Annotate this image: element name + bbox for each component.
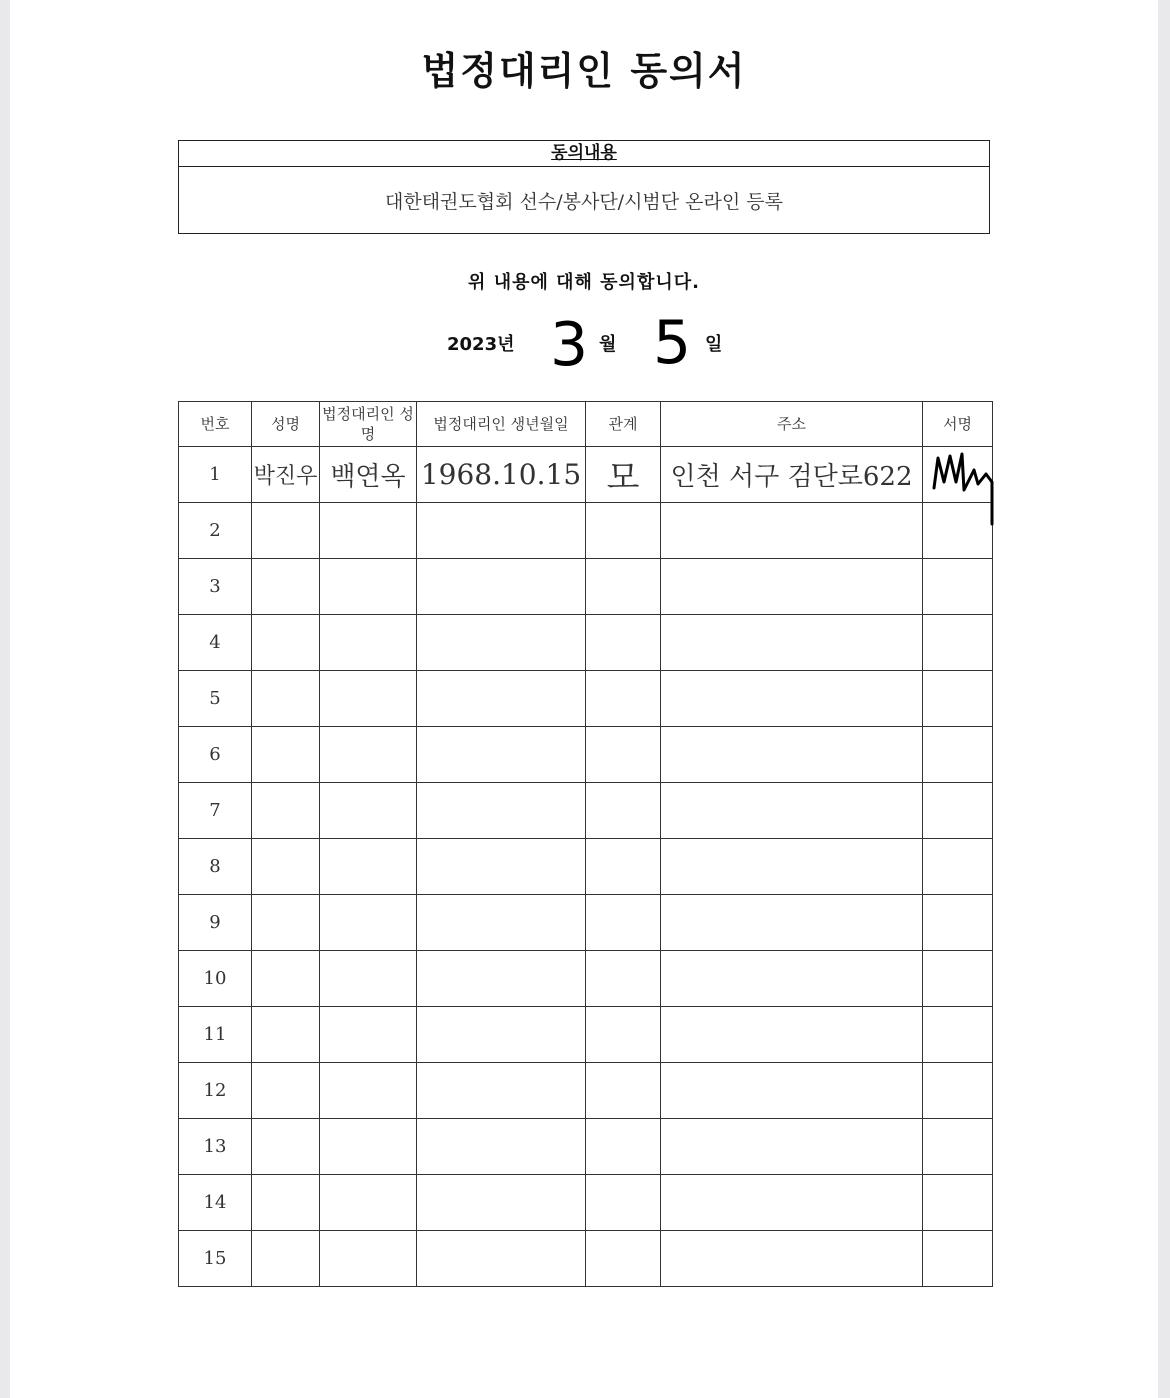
date-day-label: 일 [705, 334, 723, 355]
cell-signature [923, 1175, 993, 1231]
cell-no: 1 [179, 447, 252, 503]
cell-address [661, 503, 923, 559]
table-row [179, 559, 993, 615]
cell-signature [923, 951, 993, 1007]
cell-name: 박진우 [252, 447, 320, 503]
cell-relation [586, 503, 661, 559]
cell-signature [923, 671, 993, 727]
header-no: 번호 [179, 402, 252, 447]
cell-signature [923, 1119, 993, 1175]
date-month-handwritten: 3 [550, 310, 589, 380]
header-name: 성명 [252, 402, 320, 447]
cell-guardian-name [320, 951, 417, 1007]
header-guardian-name: 법정대리인 성명 [320, 402, 417, 447]
cell-name [252, 1175, 320, 1231]
consent-box [178, 140, 990, 234]
cell-guardian-birth [417, 783, 586, 839]
cell-signature [923, 1007, 993, 1063]
cell-guardian-birth [417, 839, 586, 895]
cell-guardian-birth [417, 951, 586, 1007]
cell-address [661, 1007, 923, 1063]
cell-guardian-birth [417, 1007, 586, 1063]
cell-guardian-name [320, 1063, 417, 1119]
cell-guardian-birth [417, 1063, 586, 1119]
cell-name [252, 1231, 320, 1287]
cell-signature [923, 559, 993, 615]
consent-content: 대한태권도협회 선수/봉사단/시범단 온라인 등록 [384, 191, 783, 213]
table-row [179, 671, 993, 727]
cell-relation [586, 671, 661, 727]
cell-name [252, 559, 320, 615]
cell-address [661, 1175, 923, 1231]
cell-name [252, 671, 320, 727]
cell-relation [586, 839, 661, 895]
table-row [179, 895, 993, 951]
cell-address [661, 1063, 923, 1119]
cell-address [661, 951, 923, 1007]
cell-guardian-birth [417, 559, 586, 615]
cell-signature [923, 895, 993, 951]
cell-relation [586, 727, 661, 783]
cell-guardian-name [320, 783, 417, 839]
table-row [179, 503, 993, 559]
document-title: 법정대리인 동의서 [421, 49, 747, 93]
cell-no: 13 [179, 1119, 252, 1175]
consent-heading: 동의내용 [551, 143, 617, 163]
cell-name [252, 615, 320, 671]
cell-signature [923, 783, 993, 839]
cell-relation [586, 1007, 661, 1063]
cell-name [252, 839, 320, 895]
cell-name [252, 1007, 320, 1063]
cell-guardian-birth [417, 615, 586, 671]
cell-no: 7 [179, 783, 252, 839]
cell-relation [586, 1175, 661, 1231]
cell-no: 14 [179, 1175, 252, 1231]
date-day-handwritten: 5 [653, 308, 692, 378]
cell-guardian-name [320, 503, 417, 559]
cell-address [661, 615, 923, 671]
document-page [10, 0, 1158, 1398]
cell-name [252, 503, 320, 559]
cell-no: 10 [179, 951, 252, 1007]
table-header-row [179, 402, 993, 447]
table-row [179, 839, 993, 895]
cell-guardian-birth [417, 895, 586, 951]
cell-signature [923, 839, 993, 895]
cell-guardian-name [320, 727, 417, 783]
header-relation: 관계 [586, 402, 661, 447]
cell-name [252, 895, 320, 951]
cell-guardian-birth [417, 1231, 586, 1287]
table-row [179, 951, 993, 1007]
cell-relation [586, 895, 661, 951]
cell-address [661, 839, 923, 895]
cell-name [252, 783, 320, 839]
date-year: 2023년 [447, 334, 515, 355]
header-address: 주소 [661, 402, 923, 447]
cell-guardian-name [320, 895, 417, 951]
table-row [179, 1231, 993, 1287]
cell-address [661, 559, 923, 615]
cell-name [252, 727, 320, 783]
cell-guardian-birth [417, 727, 586, 783]
cell-no: 9 [179, 895, 252, 951]
cell-no: 8 [179, 839, 252, 895]
cell-no: 6 [179, 727, 252, 783]
cell-guardian-birth [417, 671, 586, 727]
table-row [179, 1175, 993, 1231]
cell-guardian-birth [417, 1119, 586, 1175]
cell-relation [586, 1063, 661, 1119]
cell-relation [586, 559, 661, 615]
cell-name [252, 1063, 320, 1119]
cell-no: 4 [179, 615, 252, 671]
header-guardian-birth: 법정대리인 생년월일 [417, 402, 586, 447]
cell-guardian-birth [417, 503, 586, 559]
table-row [179, 727, 993, 783]
table-row [179, 1007, 993, 1063]
cell-guardian-name [320, 559, 417, 615]
cell-no: 5 [179, 671, 252, 727]
cell-guardian-name [320, 1231, 417, 1287]
table-row [179, 1119, 993, 1175]
cell-address: 인천 서구 검단로622 [661, 447, 923, 503]
cell-guardian-name [320, 615, 417, 671]
cell-guardian-name [320, 1007, 417, 1063]
cell-address [661, 727, 923, 783]
cell-no: 12 [179, 1063, 252, 1119]
cell-address [661, 1231, 923, 1287]
table-row [179, 447, 993, 503]
cell-guardian-name [320, 839, 417, 895]
cell-relation [586, 615, 661, 671]
agree-statement: 위 내용에 대해 동의합니다. [468, 272, 700, 293]
header-signature: 서명 [923, 402, 993, 447]
cell-guardian-birth [417, 1175, 586, 1231]
cell-relation [586, 1231, 661, 1287]
cell-guardian-name: 백연옥 [320, 447, 417, 503]
cell-address [661, 783, 923, 839]
cell-no: 11 [179, 1007, 252, 1063]
cell-relation [586, 951, 661, 1007]
table-row [179, 615, 993, 671]
table-row [179, 783, 993, 839]
cell-no: 2 [179, 503, 252, 559]
cell-guardian-name [320, 1175, 417, 1231]
cell-signature [923, 1063, 993, 1119]
cell-name [252, 951, 320, 1007]
handwritten-signature [928, 444, 1000, 528]
cell-signature [923, 615, 993, 671]
cell-guardian-birth: 1968.10.15 [417, 447, 586, 503]
cell-no: 15 [179, 1231, 252, 1287]
cell-guardian-name [320, 671, 417, 727]
guardian-table [178, 401, 993, 1287]
cell-guardian-name [320, 1119, 417, 1175]
cell-relation [586, 783, 661, 839]
cell-relation: 모 [586, 447, 661, 503]
table-row [179, 1063, 993, 1119]
cell-no: 3 [179, 559, 252, 615]
cell-signature [923, 727, 993, 783]
cell-address [661, 1119, 923, 1175]
cell-address [661, 671, 923, 727]
date-month-label: 월 [599, 334, 617, 355]
cell-relation [586, 1119, 661, 1175]
cell-address [661, 895, 923, 951]
cell-signature [923, 1231, 993, 1287]
cell-name [252, 1119, 320, 1175]
